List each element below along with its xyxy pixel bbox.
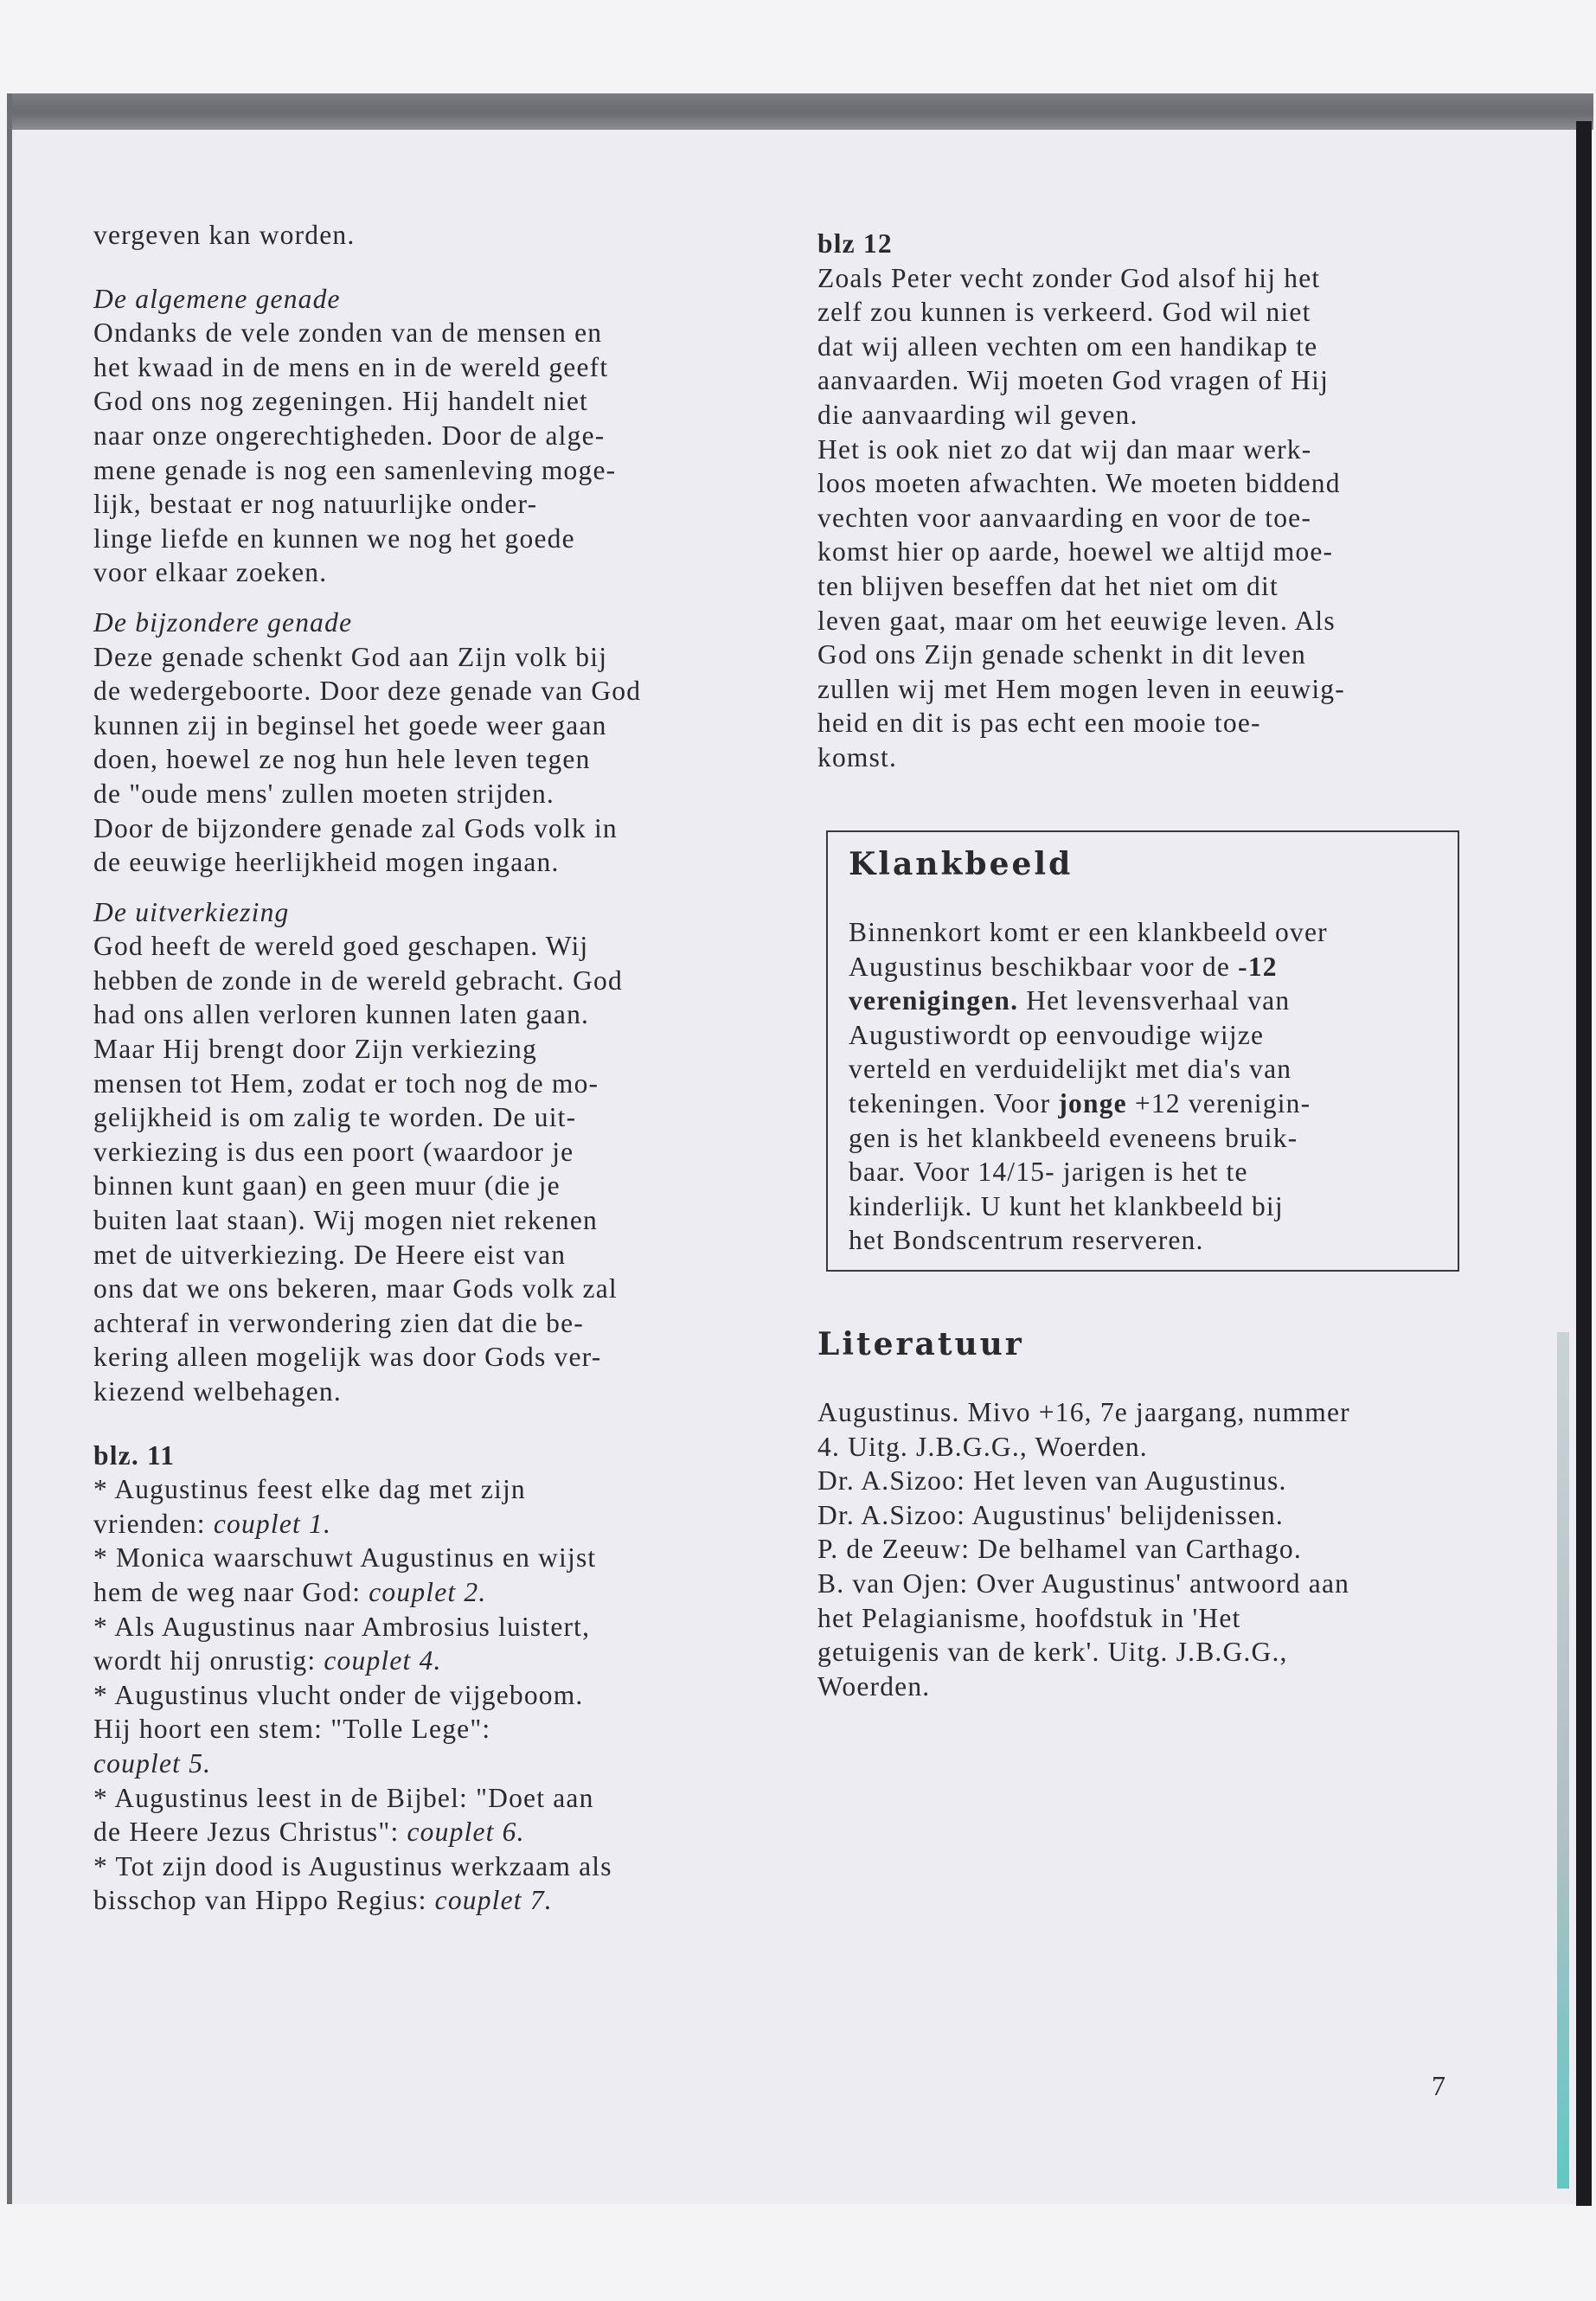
item-text: de Heere Jezus Christus": — [93, 1817, 407, 1848]
section-heading: De bijzondere genade — [93, 606, 353, 638]
text-span: tekeningen. Voor — [849, 1087, 1059, 1118]
klankbeeld-box — [826, 830, 1459, 1272]
list-item: * Monica waarschuwt Augustinus en wijst — [93, 1542, 597, 1574]
text-line: de wedergeboorte. Door deze genade van God — [93, 676, 642, 707]
text-line: aanvaarden. Wij moeten God vragen of Hij — [817, 365, 1330, 396]
text-line: mensen tot Hem, zodat er toch nog de mo- — [93, 1067, 599, 1099]
text-line: zelf zou kunnen is verkeerd. God wil niet — [817, 297, 1311, 328]
text-span: Augustinus beschikbaar voor de — [849, 951, 1239, 982]
text-line: het kwaad in de mens en in de wereld geeft — [93, 351, 609, 382]
section-algemene-genade — [93, 282, 768, 590]
text-line: linge liefde en kunnen we nog het goede — [93, 522, 575, 554]
section-heading: blz. 11 — [93, 1439, 176, 1471]
couplet-ref: couplet 5. — [93, 1747, 212, 1779]
text-line — [849, 1086, 1445, 1121]
left-column — [93, 218, 768, 1918]
text-line: de eeuwige heerlijkheid mogen ingaan. — [93, 847, 560, 878]
list-item-cont — [93, 1815, 768, 1849]
text-line: zullen wij met Hem mogen leven in eeuwig- — [817, 673, 1345, 704]
literatuur-title: Literatuur — [817, 1326, 1024, 1362]
reference-line: 4. Uitg. J.B.G.G., Woerden. — [817, 1431, 1148, 1462]
item-text: vrienden: — [93, 1508, 214, 1539]
couplet-ref: couplet 1. — [213, 1508, 332, 1539]
text-line: achteraf in verwondering zien dat die be- — [93, 1307, 584, 1338]
emphasis: verenigingen. — [849, 985, 1019, 1016]
text-line — [849, 984, 1445, 1018]
section-heading: De uitverkiezing — [93, 896, 290, 927]
reference-line: P. de Zeeuw: De belhamel van Carthago. — [817, 1534, 1302, 1565]
list-item-cont — [93, 1575, 768, 1610]
text-line: verkiezing is dus een poort (waardoor je — [93, 1136, 574, 1167]
text-line: hebben de zonde in de wereld gebracht. God — [93, 965, 623, 996]
emphasis: -12 — [1238, 951, 1278, 982]
text-line: de "oude mens' zullen moeten strijden. — [93, 778, 555, 809]
text-line: kunnen zij in beginsel het goede weer gaan — [93, 709, 607, 740]
text-line: komst hier op aarde, hoewel we altijd moe- — [817, 536, 1334, 567]
text-line: God heeft de wereld goed geschapen. Wij — [93, 931, 589, 962]
section-uitverkiezing — [93, 895, 768, 1409]
reference-line: Augustinus. Mivo +16, 7e jaargang, nummer — [817, 1397, 1350, 1427]
text-line: had ons allen verloren kunnen laten gaan. — [93, 999, 590, 1030]
klankbeeld-title: Klankbeeld — [849, 846, 1074, 882]
text-line: leven gaat, maar om het eeuwige leven. Als — [817, 605, 1336, 636]
text-line: binnen kunt gaan) en geen muur (die je — [93, 1170, 561, 1202]
scan-border-right — [1576, 121, 1592, 2206]
scan-border-top — [7, 93, 1593, 130]
reference-line: het Pelagianisme, hoofdstuk in 'Het — [817, 1602, 1241, 1633]
reference-line: Dr. A.Sizoo: Het leven van Augustinus. — [817, 1465, 1287, 1497]
item-text: wordt hij onrustig: — [93, 1645, 324, 1676]
text-line: kiezend welbehagen. — [93, 1376, 342, 1407]
page-number: 7 — [1432, 2070, 1445, 2101]
list-item-cont: Hij hoort een stem: "Tolle Lege": — [93, 1714, 491, 1745]
text-line: mene genade is nog een samenleving moge- — [93, 454, 617, 485]
text-line: vechten voor aanvaarding en voor de toe- — [817, 502, 1312, 533]
text-line: God ons nog zegeningen. Hij handelt niet — [93, 386, 589, 417]
text-line: kinderlijk. U kunt het klankbeeld bij — [849, 1190, 1284, 1221]
text-line: dat wij alleen vechten om een handikap te — [817, 330, 1318, 362]
list-item-cont — [93, 1507, 768, 1541]
reference-line: B. van Ojen: Over Augustinus' antwoord aan — [817, 1567, 1350, 1599]
text-line: kering alleen mogelijk was door Gods ver- — [93, 1342, 602, 1373]
emphasis: jonge — [1058, 1087, 1127, 1118]
item-text: hem de weg naar God: — [93, 1576, 369, 1607]
intro-line: vergeven kan worden. — [93, 220, 356, 250]
reference-line: Woerden. — [817, 1670, 931, 1702]
text-line: die aanvaarding wil geven. — [817, 399, 1138, 430]
list-item: * Augustinus feest elke dag met zijn — [93, 1474, 526, 1505]
text-line: Augustiwordt op eenvoudige wijze — [849, 1019, 1265, 1050]
section-bijzondere-genade — [93, 606, 768, 880]
text-line: lijk, bestaat er nog natuurlijke onder- — [93, 489, 538, 520]
text-line: doen, hoewel ze nog hun hele leven tegen — [93, 744, 591, 775]
text-span: Het levensverhaal van — [1018, 985, 1291, 1016]
section-heading: De algemene genade — [93, 283, 341, 314]
text-line: Ondanks de vele zonden van de mensen en — [93, 317, 603, 349]
text-line: Maar Hij brengt door Zijn verkiezing — [93, 1034, 537, 1065]
text-line: het Bondscentrum reserveren. — [849, 1225, 1204, 1256]
klankbeeld-body — [849, 915, 1445, 1258]
literatuur-list — [817, 1395, 1492, 1703]
reference-line: Dr. A.Sizoo: Augustinus' belijdenissen. — [817, 1499, 1284, 1530]
text-line: God ons Zijn genade schenkt in dit leven — [817, 639, 1307, 670]
list-item-cont — [93, 1883, 768, 1918]
text-line: gen is het klankbeeld eveneens bruik- — [849, 1122, 1298, 1153]
reference-line: getuigenis van de kerk'. Uitg. J.B.G.G., — [817, 1637, 1288, 1668]
list-item: * Augustinus leest in de Bijbel: "Doet aan — [93, 1782, 594, 1813]
text-line: Het is ook niet zo dat wij dan maar werk- — [817, 433, 1312, 465]
right-column-blz-12 — [817, 227, 1492, 775]
text-line: buiten laat staan). Wij mogen niet rekenen — [93, 1205, 598, 1236]
text-span: +12 verenigin- — [1126, 1087, 1311, 1118]
text-line: heid en dit is pas echt een mooie toe- — [817, 708, 1261, 739]
text-line: komst. — [817, 741, 898, 772]
text-line: voor elkaar zoeken. — [93, 557, 328, 588]
couplet-ref: couplet 7. — [434, 1885, 553, 1916]
text-line: naar onze ongerechtigheden. Door de alge- — [93, 420, 606, 451]
couplet-ref: couplet 6. — [407, 1817, 525, 1848]
text-line: Binnenkort komt er een klankbeeld over — [849, 917, 1328, 947]
text-line: Deze genade schenkt God aan Zijn volk bij — [93, 641, 608, 672]
text-line: baar. Voor 14/15- jarigen is het te — [849, 1157, 1248, 1188]
text-line: ons dat we ons bekeren, maar Gods volk zal — [93, 1273, 618, 1304]
text-line: loos moeten afwachten. We moeten biddend — [817, 468, 1341, 499]
list-item: * Tot zijn dood is Augustinus werkzaam als — [93, 1850, 612, 1881]
text-line: verteld en verduidelijkt met dia's van — [849, 1054, 1292, 1085]
text-line: Zoals Peter vecht zonder God alsof hij het — [817, 262, 1321, 293]
section-heading: blz 12 — [817, 228, 893, 259]
section-blz-11 — [93, 1439, 768, 1918]
couplet-ref: couplet 2. — [369, 1576, 487, 1607]
text-line: Door de bijzondere genade zal Gods volk in — [93, 812, 618, 843]
text-line: ten blijven beseffen dat het niet om dit — [817, 570, 1279, 601]
text-line: met de uitverkiezing. De Heere eist van — [93, 1239, 567, 1270]
list-item-cont — [93, 1644, 768, 1678]
item-text: bisschop van Hippo Regius: — [93, 1885, 435, 1916]
list-item: * Als Augustinus naar Ambrosius luistert, — [93, 1611, 591, 1642]
text-line — [849, 950, 1445, 984]
page-edge-accent — [1557, 1332, 1569, 2189]
couplet-ref: couplet 4. — [324, 1645, 442, 1676]
text-line: gelijkheid is om zalig te worden. De uit- — [93, 1102, 577, 1133]
list-item: * Augustinus vlucht onder de vijgeboom. — [93, 1679, 584, 1710]
